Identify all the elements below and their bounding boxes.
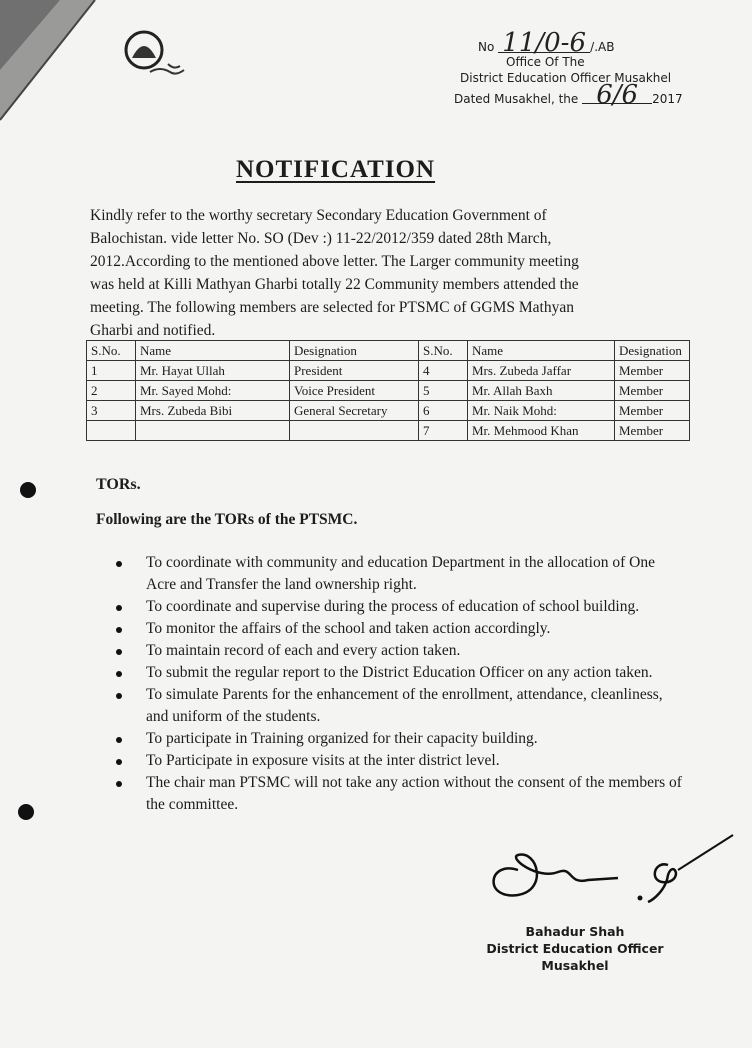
- bullet-icon: [116, 649, 122, 655]
- tors-list: [116, 552, 686, 816]
- table-header: S.No.: [419, 341, 468, 361]
- table-cell: 7: [419, 421, 468, 441]
- list-item: To Participate in exposure visits at the inter district level.: [116, 750, 686, 772]
- bullet-icon: [116, 759, 122, 765]
- signatory-block: [470, 923, 680, 974]
- table-cell: 6: [419, 401, 468, 421]
- list-item: To maintain record of each and every action taken.: [116, 640, 686, 662]
- table-cell: Mr. Allah Baxh: [468, 381, 615, 401]
- bullet-icon: [116, 561, 122, 567]
- table-cell: Member: [615, 401, 690, 421]
- office-line-2: District Education Officer Musakhel: [460, 71, 672, 85]
- bullet-icon: [116, 671, 122, 677]
- table-cell: Mr. Hayat Ullah: [136, 361, 290, 381]
- bullet-icon: [116, 693, 122, 699]
- table-cell: 2: [87, 381, 136, 401]
- table-cell: 4: [419, 361, 468, 381]
- following-heading: Following are the TORs of the PTSMC.: [96, 511, 358, 528]
- table-cell: General Secretary: [290, 401, 419, 421]
- table-cell: [290, 421, 419, 441]
- date-handwritten: 6/6: [582, 87, 652, 104]
- signatory-place: Musakhel: [541, 958, 609, 973]
- list-item: To participate in Training organized for their capacity building.: [116, 728, 686, 750]
- signatory-name: Bahadur Shah: [525, 924, 625, 939]
- table-row: [87, 401, 690, 421]
- table-cell: 5: [419, 381, 468, 401]
- office-line-1: Office Of The: [506, 55, 585, 69]
- punch-hole-icon: [18, 804, 34, 820]
- emblem-logo: [110, 20, 190, 90]
- table-cell: [136, 421, 290, 441]
- table-cell: Mr. Naik Mohd:: [468, 401, 615, 421]
- table-header-row: [87, 341, 690, 361]
- paragraph-line: Gharbi and notified.: [90, 322, 216, 339]
- table-row: [87, 381, 690, 401]
- table-cell: Mr. Mehmood Khan: [468, 421, 615, 441]
- list-item: The chair man PTSMC will not take any action without the consent of the members of the committee.: [116, 772, 686, 816]
- bullet-icon: [116, 605, 122, 611]
- bullet-icon: [116, 781, 122, 787]
- table-cell: [87, 421, 136, 441]
- signatory-designation: District Education Officer: [486, 941, 664, 956]
- table-cell: President: [290, 361, 419, 381]
- table-cell: Mrs. Zubeda Bibi: [136, 401, 290, 421]
- table-cell: Member: [615, 361, 690, 381]
- table-cell: 3: [87, 401, 136, 421]
- bullet-icon: [116, 627, 122, 633]
- table-cell: Mr. Sayed Mohd:: [136, 381, 290, 401]
- table-cell: Mrs. Zubeda Jaffar: [468, 361, 615, 381]
- signature: [478, 830, 738, 910]
- reference-number: No 11/0-6 /.AB: [478, 28, 615, 58]
- table-header: Name: [468, 341, 615, 361]
- reference-number-handwritten: 11/0-6: [498, 34, 590, 53]
- table-header: Designation: [290, 341, 419, 361]
- paragraph-line: was held at Killi Mathyan Gharbi totally 22 Community members attended the: [90, 276, 579, 293]
- table-header: Name: [136, 341, 290, 361]
- tors-heading: TORs.: [96, 476, 141, 493]
- members-table: [86, 340, 690, 441]
- bullet-icon: [116, 737, 122, 743]
- table-cell: Member: [615, 421, 690, 441]
- paragraph-line: meeting. The following members are selected for PTSMC of GGMS Mathyan: [90, 299, 574, 316]
- list-item: To coordinate with community and education Department in the allocation of One Acre and Transfer the land ownership right.: [116, 552, 686, 596]
- paragraph-line: Kindly refer to the worthy secretary Secondary Education Government of: [90, 207, 547, 224]
- table-row: [87, 421, 690, 441]
- table-row: [87, 361, 690, 381]
- table-cell: Member: [615, 381, 690, 401]
- list-item: To simulate Parents for the enhancement of the enrollment, attendance, cleanliness, and uniform of the students.: [116, 684, 686, 728]
- punch-hole-icon: [20, 482, 36, 498]
- table-header: S.No.: [87, 341, 136, 361]
- page-title: NOTIFICATION: [236, 156, 436, 183]
- dated-line: Dated Musakhel, the 6/6 2017: [454, 80, 683, 110]
- table-header: Designation: [615, 341, 690, 361]
- list-item: To monitor the affairs of the school and taken action accordingly.: [116, 618, 686, 640]
- list-item: To submit the regular report to the District Education Officer on any action taken.: [116, 662, 686, 684]
- table-cell: 1: [87, 361, 136, 381]
- paragraph-line: Balochistan. vide letter No. SO (Dev :) 11-22/2012/359 dated 28th March,: [90, 230, 552, 247]
- list-item: To coordinate and supervise during the process of education of school building.: [116, 596, 686, 618]
- table-cell: Voice President: [290, 381, 419, 401]
- paragraph-line: 2012.According to the mentioned above letter. The Larger community meeting: [90, 253, 579, 270]
